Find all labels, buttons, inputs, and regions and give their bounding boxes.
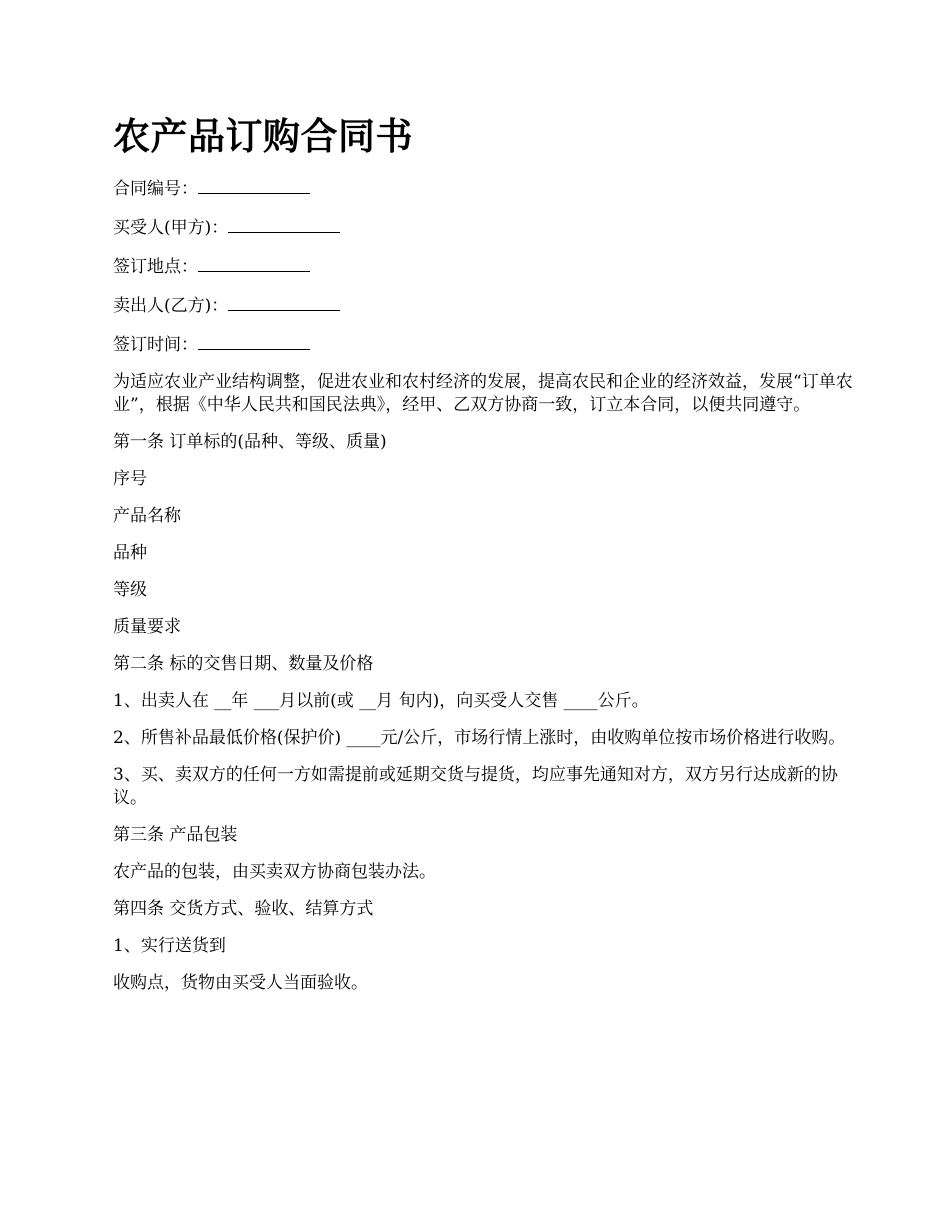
table-column-serial: 序号 bbox=[113, 469, 147, 489]
article-2-item-1: 1、出卖人在 __年 ___月以前(或 __月 旬内)，向买受人交售 ____公斤。 bbox=[113, 691, 649, 711]
table-column-product-name: 产品名称 bbox=[113, 506, 181, 526]
seller-label: 卖出人(乙方)： bbox=[113, 296, 229, 316]
signing-place-field bbox=[113, 254, 853, 279]
article-3-heading: 第三条 产品包装 bbox=[113, 825, 238, 845]
contract-number-label: 合同编号： bbox=[113, 179, 198, 199]
article-4-item-1-continued: 收购点，货物由买受人当面验收。 bbox=[113, 973, 368, 993]
contract-document bbox=[113, 112, 853, 1009]
signing-place-label: 签订地点： bbox=[113, 257, 198, 277]
buyer-blank bbox=[228, 215, 340, 233]
article-2-heading: 第二条 标的交售日期、数量及价格 bbox=[113, 654, 374, 674]
contract-number-field bbox=[113, 176, 853, 201]
table-column-variety: 品种 bbox=[113, 543, 147, 563]
article-2-item-3: 3、买、卖双方的任何一方如需提前或延期交货与提货，均应事先通知对方，双方另行达成新的协议。 bbox=[113, 765, 838, 808]
article-3-body: 农产品的包装，由买卖双方协商包装办法。 bbox=[113, 862, 436, 882]
signing-time-field bbox=[113, 332, 853, 357]
signing-time-blank bbox=[198, 332, 310, 350]
table-column-quality: 质量要求 bbox=[113, 617, 181, 637]
document-title: 农产品订购合同书 bbox=[113, 114, 413, 158]
article-1-heading: 第一条 订单标的(品种、等级、质量) bbox=[113, 432, 387, 452]
table-column-grade: 等级 bbox=[113, 580, 147, 600]
buyer-label: 买受人(甲方)： bbox=[113, 218, 229, 238]
signing-time-label: 签订时间： bbox=[113, 335, 198, 355]
article-4-item-1: 1、实行送货到 bbox=[113, 936, 226, 956]
contract-number-blank bbox=[198, 176, 310, 194]
seller-blank bbox=[228, 293, 340, 311]
seller-field bbox=[113, 293, 853, 318]
article-4-heading: 第四条 交货方式、验收、结算方式 bbox=[113, 899, 374, 919]
buyer-field bbox=[113, 215, 853, 240]
intro-paragraph: 为适应农业产业结构调整，促进农业和农村经济的发展，提高农民和企业的经济效益，发展“订单农业”，根据《中华人民共和国民法典》，经甲、乙双方协商一致，订立本合同，以便共同遵守。 bbox=[113, 372, 853, 415]
signing-place-blank bbox=[198, 254, 310, 272]
article-2-item-2: 2、所售补品最低价格(保护价) ____元/公斤，市场行情上涨时，由收购单位按市场价格进行收购。 bbox=[113, 728, 846, 748]
